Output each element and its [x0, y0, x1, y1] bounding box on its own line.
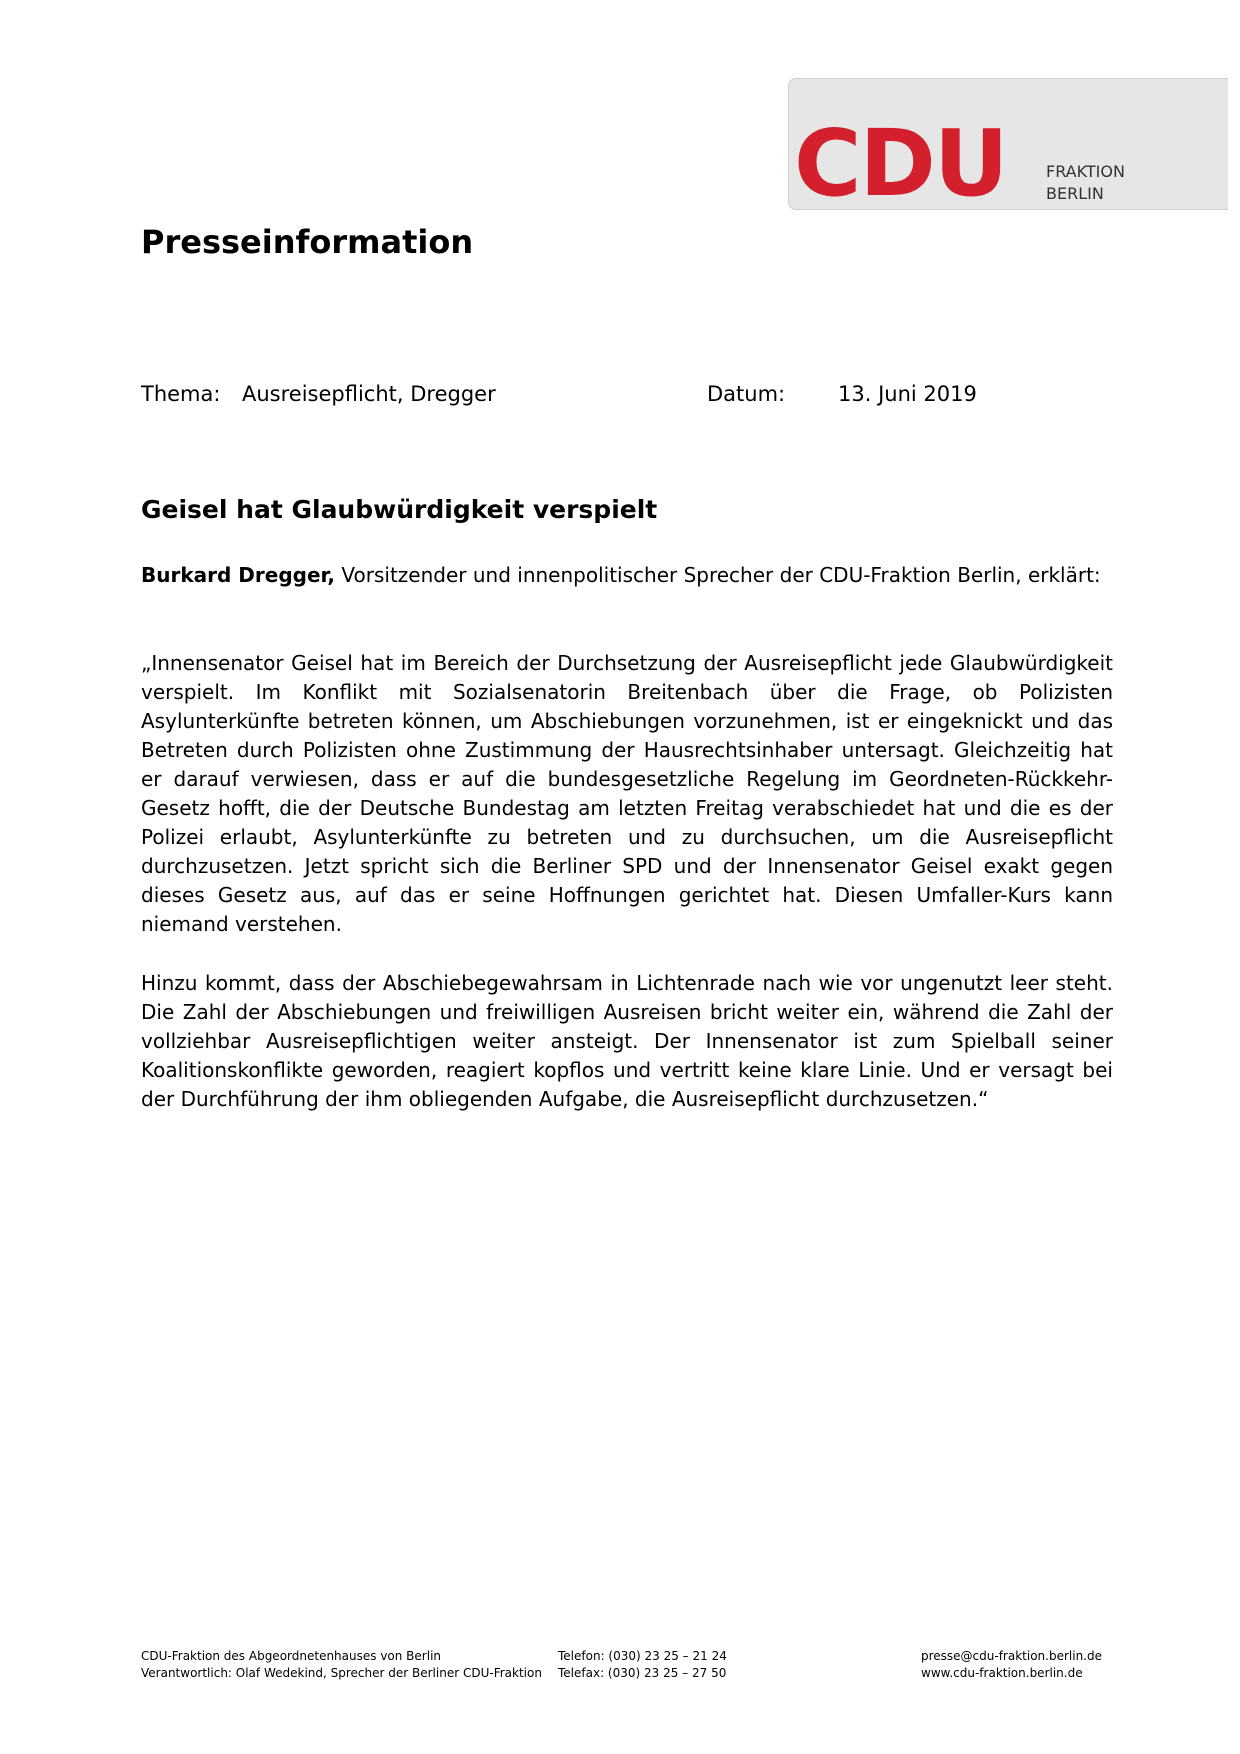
logo-line-fraktion: FRAKTION: [1046, 162, 1125, 181]
body-paragraph-1: „Innensenator Geisel hat im Bereich der Durchsetzung der Ausreisepflicht jede Glaubwürdigkeit verspielt. Im Konflikt mit Sozialsenatorin Breitenbach über die Frage, ob Polizisten Asylunterkünfte betreten können, um Abschiebungen vorzunehmen, ist er eingeknickt und das Betreten durch Polizisten ohne Zustimmung der Hausrechtsinhaber untersagt. Gleichzeitig hat er darauf verwiesen, dass er auf die bundesgesetzliche Regelung im Geordneten-Rückkehr-Gesetz hofft, die der Deutsche Bundestag am letzten Freitag verabschiedet hat und die es der Polizei erlaubt, Asylunterkünfte zu betreten und zu durchsuchen, um die Ausreisepflicht durchzusetzen. Jetzt spricht sich die Berliner SPD und der Innensenator Geisel exakt gegen dieses Gesetz aus, auf das er seine Hoffnungen gerichtet hat. Diesen Umfaller-Kurs kann niemand verstehen.: [141, 651, 1113, 936]
footer-org: CDU-Fraktion des Abgeordnetenhauses von Berlin: [141, 1649, 442, 1663]
headline: Geisel hat Glaubwürdigkeit verspielt: [141, 495, 658, 524]
logo-subtitle: [1046, 161, 1125, 205]
document-title: Presseinformation: [141, 223, 474, 261]
datum-value: 13. Juni 2019: [838, 382, 977, 406]
footer-online: [921, 1648, 1102, 1682]
body-paragraph-2: Hinzu kommt, dass der Abschiebegewahrsam in Lichtenrade nach wie vor ungenutzt leer steht. Die Zahl der Abschiebungen und freiwilligen Ausreisen bricht weiter ein, während die Zahl der vollziehbar Ausreisepflichtigen weiter ansteigt. Der Innensenator ist zum Spielball seiner Koalitionskonflikte geworden, reagiert kopflos und vertritt keine klare Linie. Und er versagt bei der Durchführung der ihm obliegenden Aufgabe, die Ausreisepflicht durchzusetzen.“: [141, 971, 1113, 1111]
intro-paragraph: [141, 561, 1113, 590]
footer-phone: Telefon: (030) 23 25 – 21 24: [558, 1649, 727, 1663]
speaker-name: Burkard Dregger,: [141, 563, 336, 587]
logo-line-berlin: BERLIN: [1046, 184, 1104, 203]
footer-website[interactable]: www.cdu-fraktion.berlin.de: [921, 1666, 1083, 1680]
thema-label: Thema:: [141, 382, 221, 406]
cdu-logo: CDU: [794, 110, 1007, 217]
datum-label: Datum:: [707, 382, 786, 406]
footer-responsible: Verantwortlich: Olaf Wedekind, Sprecher der Berliner CDU-Fraktion: [141, 1666, 542, 1680]
footer-org-info: [141, 1648, 542, 1682]
footer-fax: Telefax: (030) 23 25 – 27 50: [558, 1666, 727, 1680]
speaker-role: Vorsitzender und innenpolitischer Sprecher der CDU-Fraktion Berlin, erklärt:: [335, 563, 1101, 587]
footer-contact-numbers: [558, 1648, 727, 1682]
footer-email[interactable]: presse@cdu-fraktion.berlin.de: [921, 1649, 1102, 1663]
thema-value: Ausreisepflicht, Dregger: [242, 382, 496, 406]
